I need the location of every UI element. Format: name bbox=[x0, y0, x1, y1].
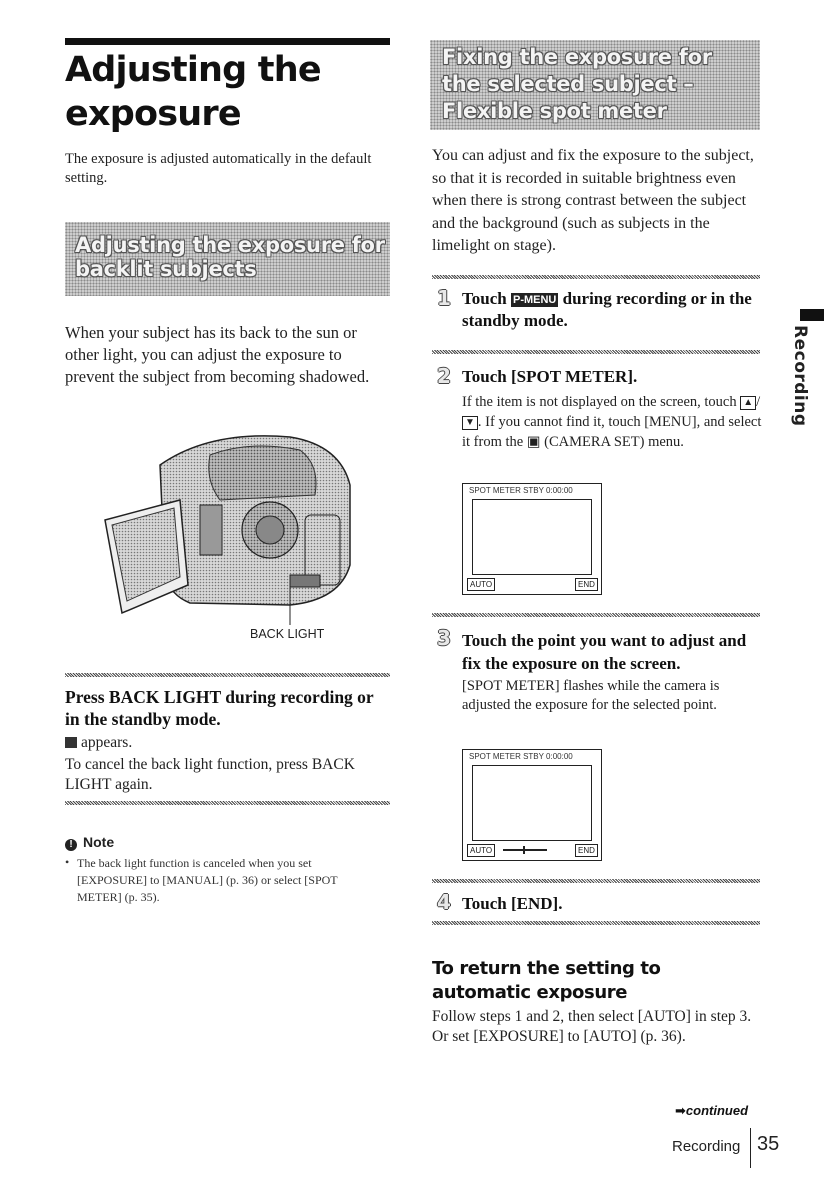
end-button[interactable]: END bbox=[575, 578, 598, 591]
step-3-heading: Touch the point you want to adjust and fix the exposure on the screen. bbox=[462, 631, 747, 673]
step-1-pre: Touch bbox=[462, 289, 507, 308]
divider bbox=[432, 921, 760, 925]
side-tab-label: Recording bbox=[790, 325, 810, 427]
cancel-text: To cancel the back light function, press BACK LIGHT again. bbox=[65, 756, 355, 793]
step-4-number: 4 bbox=[437, 890, 451, 914]
scroll-down-button[interactable]: ▼ bbox=[462, 416, 478, 430]
p-menu-button[interactable]: P-MENU bbox=[512, 294, 557, 306]
step-3-desc: [SPOT METER] flashes while the camera is adjusted the exposure for the selected point. bbox=[462, 678, 720, 713]
continued-marker bbox=[675, 1103, 748, 1119]
return-text: Follow steps 1 and 2, then select [AUTO] in step 3. Or set [EXPOSURE] to [AUTO] (p. 36). bbox=[432, 1008, 752, 1045]
page-title: Adjusting the exposure bbox=[65, 50, 321, 134]
step-2-desc-end: (CAMERA SET) menu. bbox=[544, 434, 684, 450]
divider bbox=[432, 613, 760, 617]
spot-banner bbox=[430, 40, 760, 130]
step-1-post: during recording or in the standby mode. bbox=[462, 289, 752, 330]
divider bbox=[65, 801, 390, 805]
spot-banner-title: Fixing the exposure for the selected subject – Flexible spot meter bbox=[442, 45, 712, 123]
step-3-number: 3 bbox=[437, 626, 451, 650]
divider bbox=[65, 673, 390, 677]
screen-viewfinder[interactable] bbox=[472, 765, 592, 841]
appears-line bbox=[65, 733, 390, 753]
step-2-desc-post: . If you cannot find it, touch [MENU], and select it from the bbox=[462, 414, 762, 450]
page-number: 35 bbox=[757, 1133, 780, 1155]
camera-set-icon: ▣ bbox=[526, 434, 541, 450]
step-2-number: 2 bbox=[437, 364, 451, 388]
back-light-label: BACK LIGHT bbox=[250, 627, 325, 641]
appears-text: appears. bbox=[81, 734, 133, 751]
backlight-instruction: Press BACK LIGHT during recording or in the standby mode. bbox=[65, 687, 374, 729]
footer-section: Recording bbox=[672, 1138, 741, 1155]
divider bbox=[432, 350, 760, 354]
auto-button[interactable]: AUTO bbox=[467, 844, 495, 857]
step-2-slash: / bbox=[756, 394, 761, 410]
screen-status: SPOT METER STBY 0:00:00 bbox=[469, 752, 573, 761]
continued-text: continued bbox=[685, 1103, 749, 1118]
backlit-banner-title: Adjusting the exposure for backlit subjects bbox=[75, 233, 385, 281]
spot-intro: You can adjust and fix the exposure to the subject, so that it is recorded in suitable brightness even when there is strong contrast between the subject and the background (such as subjects in the limelight on stage). bbox=[432, 147, 754, 254]
end-button[interactable]: END bbox=[575, 844, 598, 857]
screen-status: SPOT METER STBY 0:00:00 bbox=[469, 486, 573, 495]
step-2-desc bbox=[462, 392, 762, 452]
exposure-slider[interactable] bbox=[503, 849, 547, 851]
title-rule bbox=[65, 38, 390, 45]
screen-viewfinder[interactable] bbox=[472, 499, 592, 575]
scroll-up-button[interactable]: ▲ bbox=[740, 396, 756, 410]
arrow-icon: ➡ bbox=[675, 1103, 686, 1118]
note-bullet: • bbox=[65, 855, 70, 869]
spot-meter-screen bbox=[462, 483, 602, 595]
step-1-heading bbox=[462, 288, 762, 332]
note-heading bbox=[65, 834, 114, 851]
note-text: The back light function is canceled when you set [EXPOSURE] to [MANUAL] (p. 36) or select [SPOT METER] (p. 35). bbox=[77, 856, 338, 904]
divider bbox=[432, 275, 760, 279]
backlight-icon bbox=[65, 737, 77, 748]
step-2-desc-pre: If the item is not displayed on the screen, touch bbox=[462, 394, 737, 410]
side-tab-marker bbox=[800, 309, 824, 321]
exposure-slider-handle[interactable] bbox=[523, 846, 525, 854]
footer-divider bbox=[750, 1128, 751, 1168]
step-1-number: 1 bbox=[437, 286, 451, 310]
spot-meter-screen-active bbox=[462, 749, 602, 861]
note-label: Note bbox=[83, 834, 115, 850]
camcorder-illustration bbox=[100, 425, 370, 625]
backlit-body: When your subject has its back to the sun or other light, you can adjust the exposure to prevent the subject from becoming shadowed. bbox=[65, 323, 370, 386]
divider bbox=[432, 879, 760, 883]
intro-text: The exposure is adjusted automatically in the default setting. bbox=[65, 151, 372, 186]
step-4-heading: Touch [END]. bbox=[462, 894, 563, 913]
auto-button[interactable]: AUTO bbox=[467, 578, 495, 591]
note-icon: ! bbox=[65, 839, 77, 851]
backlit-banner bbox=[65, 222, 390, 296]
step-2-heading: Touch [SPOT METER]. bbox=[462, 367, 638, 386]
return-heading: To return the setting to automatic exposure bbox=[432, 958, 661, 1003]
